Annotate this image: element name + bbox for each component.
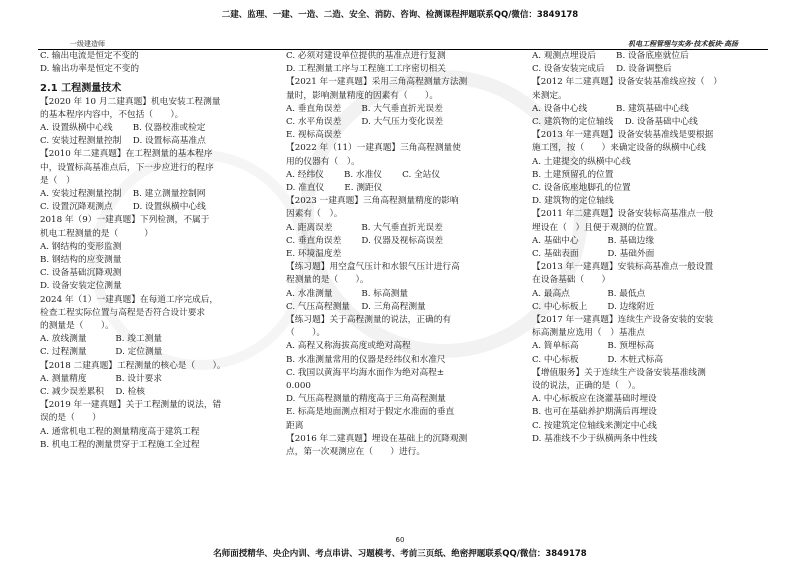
text-line: C. 设备底座地脚孔的位置 — [532, 183, 631, 194]
text-line: A. 测量精度 B. 设计要求 — [40, 373, 163, 384]
text-line: 【2020 年 10 月二建真题】机电安装工程测量 — [40, 96, 221, 107]
text-line: A. 经纬仪 B. 水准仪 C. 全站仪 — [286, 169, 441, 180]
text-line: A. 垂直角误差 B. 大气垂直折光误差 — [286, 103, 443, 114]
text-line: D. 输出功率是恒定不变的 — [40, 64, 140, 75]
text-line: 用的仪器有（ ）。 — [286, 156, 360, 167]
text-line: 【增值服务】关于连续生产设备安装基准线测 — [532, 367, 706, 378]
text-line: 【2022 年（11）一建真题】三角高程测量使 — [286, 143, 461, 154]
text-line: 【2019 年一建真题】关于工程测量的说法，错 — [40, 400, 222, 411]
text-line: 【2012 年二建真题】设备安装基准线应按（ ） — [532, 77, 722, 88]
text-line: B. 机电工程的测量贯穿于工程施工全过程 — [40, 439, 200, 450]
text-line: C. 水平角误差 D. 大气压力变化误差 — [286, 117, 444, 128]
text-line: C. 过程测量 D. 定位测量 — [40, 347, 163, 358]
text-line: A. 简单标高 B. 预埋标高 — [532, 341, 655, 352]
text-line: C. 安装过程测量控制 D. 设置标高基准点 — [40, 136, 206, 147]
top-banner: 二建、监理、一建、一造、二造、安全、消防、咨询、检测课程押题联系QQ/微信：3849178 — [221, 10, 579, 20]
text-line: C. 减少误差累积 D. 检核 — [40, 387, 145, 398]
text-line: 埋设在（ ）且便于观测的位置。 — [532, 222, 663, 233]
text-line: C. 必须对建设单位提供的基准点进行复测 — [286, 51, 446, 61]
text-line: A. 放线测量 B. 竣工测量 — [40, 334, 163, 345]
text-line: 【2011 年二建真题】设备安装标高基准点一般 — [532, 209, 714, 220]
text-line: 在设备基础（ ） — [532, 275, 611, 286]
text-line: 检查工程实际位置与高程是否符合设计要求 — [40, 307, 206, 318]
header-right: 机电工程管理与实务·技术板块·高扬 — [628, 39, 738, 48]
text-line: 的基本程序内容中，不包括（ ）。 — [40, 109, 184, 120]
section-title: 2.1 工程测量技术 — [40, 83, 122, 95]
header-left: 一级建造师 — [70, 40, 105, 48]
text-line: 来测定。 — [532, 90, 567, 101]
text-line: A. 设备中心线 B. 建筑基础中心线 — [532, 103, 689, 114]
text-line: 0.000 — [286, 381, 311, 392]
text-line: （ ）。 — [286, 328, 326, 339]
text-line: A. 设置纵横中心线 B. 仪器校准或检定 — [40, 123, 206, 134]
text-line: C. 垂直角误差 D. 仪器及视标高误差 — [286, 235, 444, 246]
text-line: A. 最高点 B. 最低点 — [532, 288, 646, 299]
text-line: 点，第一次观测应在（ ）进行。 — [286, 447, 425, 458]
text-line: 【2021 年一建真题】采用三角高程测量方法测 — [286, 77, 468, 88]
text-line: A. 中心标板应在浇灌基础时埋设 — [532, 394, 657, 405]
text-line: 中，设置标高基准点后，下一步应进行的程序 — [40, 162, 214, 173]
text-line: 机电工程测量的是（ ） — [40, 228, 153, 239]
text-line: A. 基础中心 B. 基础边缘 — [532, 235, 655, 246]
text-line: 是（ ） — [40, 175, 75, 186]
text-line: C. 中心标板上 D. 边缘附近 — [532, 301, 655, 312]
text-line: 【2016 年二建真题】埋设在基础上的沉降观测 — [286, 433, 468, 444]
text-line: 2024 年（1）一建真题】在每道工序完成后， — [40, 294, 219, 305]
text-line: B. 土建预留孔的位置 — [532, 169, 614, 180]
text-line: D. 建筑物的定位轴线 — [532, 196, 614, 207]
text-line: 【2017 年一建真题】连续生产设备安装的安装 — [532, 315, 714, 326]
text-line: 设的说法，正确的是（ ）。 — [532, 381, 641, 392]
bottom-banner: 名师面授精华、央企内训、考点串讲、习题模考、考前三页纸、绝密押题联系QQ/微信：3849178 — [213, 549, 587, 559]
text-line: C. 设备安装完成后 D. 设备调整后 — [532, 64, 672, 75]
text-line: 量时，影响测量精度的因素有（ ）。 — [286, 90, 439, 101]
text-line: 的测量是（ ）。 — [40, 321, 114, 332]
text-line: C. 设备基础沉降观测 — [40, 268, 122, 279]
text-line: D. 工程测量工序与工程施工工序密切相关 — [286, 64, 446, 75]
text-line: 施工图，按（ ）来确定设备的纵横中心线 — [532, 143, 706, 154]
column-1 — [40, 50, 285, 452]
text-line: A. 水准测量 B. 标高测量 — [286, 288, 409, 299]
text-line: 2018 年（9）一建真题】下列检测，不属于 — [40, 215, 210, 226]
text-line: 【2023 一建真题】三角高程测量精度的影响 — [286, 196, 459, 207]
text-line: C. 设置沉降观测点 D. 设置纵横中心线 — [40, 202, 206, 213]
text-line: E. 环境温度差 — [286, 249, 342, 260]
text-line: 误的是（ ） — [40, 413, 101, 424]
text-line: A. 距离误差 B. 大气垂直折光误差 — [286, 222, 443, 233]
text-line: E. 视标高误差 — [286, 130, 342, 141]
text-line: D. 气压高程测量的精度高于三角高程测量 — [286, 394, 446, 405]
text-line: A. 高程又称海拔高度或绝对高程 — [286, 341, 411, 352]
text-line: C. 我国以黄海平均海水面作为绝对高程± — [286, 367, 445, 378]
column-3 — [532, 50, 777, 446]
text-line: D. 设备安装定位测量 — [40, 281, 122, 292]
text-line: 【2013 年一建真题】设备安装基准线是要根据 — [532, 130, 714, 141]
text-line: A. 钢结构的变形监测 — [40, 241, 122, 252]
column-2 — [286, 50, 531, 459]
text-line: A. 土建提交的纵横中心线 — [532, 156, 631, 167]
text-line: C. 气压高程测量 D. 三角高程测量 — [286, 301, 426, 312]
text-line: 因素有（ ）。 — [286, 209, 343, 220]
text-line: C. 输出电流是恒定不变的 — [40, 51, 139, 61]
text-line: C. 基础表面 D. 基础外面 — [532, 249, 655, 260]
text-line: 【练习题】关于高程测量的说法，正确的有 — [286, 315, 452, 326]
text-line: 【练习题】用空盒气压计和水银气压计进行高 — [286, 262, 460, 273]
text-line: B. 水准测量常用的仪器是经纬仪和水准尺 — [286, 354, 446, 365]
text-line: 【2018 二建真题】工程测量的核心是（ ）。 — [40, 360, 226, 371]
text-line: 【2010 年二建真题】在工程测量的基本程序 — [40, 149, 213, 160]
text-line: B. 也可在基础养护期满后再埋设 — [532, 407, 657, 418]
text-line: A. 观测点埋设后 B. 设备底座就位后 — [532, 51, 689, 61]
text-line: A. 安装过程测量控制 B. 建立测量控制网 — [40, 189, 206, 200]
page-number: 60 — [395, 536, 405, 544]
text-line: 程测量的是（ ）。 — [286, 275, 369, 286]
text-line: B. 钢结构的应变测量 — [40, 255, 122, 266]
text-line: D. 基准线不少于纵横两条中性线 — [532, 433, 658, 444]
text-line: D. 准直仪 E. 测距仪 — [286, 183, 383, 194]
text-line: 【2013 年一建真题】安装标高基准点一般设置 — [532, 262, 714, 273]
text-line: E. 标高是地面测点相对于假定水准面的垂直 — [286, 407, 455, 418]
text-line: 距离 — [286, 420, 304, 431]
text-line: A. 通常机电工程的测量精度高于建筑工程 — [40, 426, 200, 437]
text-line: C. 按建筑定位轴线来测定中心线 — [532, 420, 657, 431]
text-line: C. 建筑物的定位轴线 D. 设备基础中心线 — [532, 117, 698, 128]
text-line: C. 中心标板 D. 木桩式标高 — [532, 354, 664, 365]
text-line: 标高测量应选用（ ）基准点 — [532, 328, 645, 339]
